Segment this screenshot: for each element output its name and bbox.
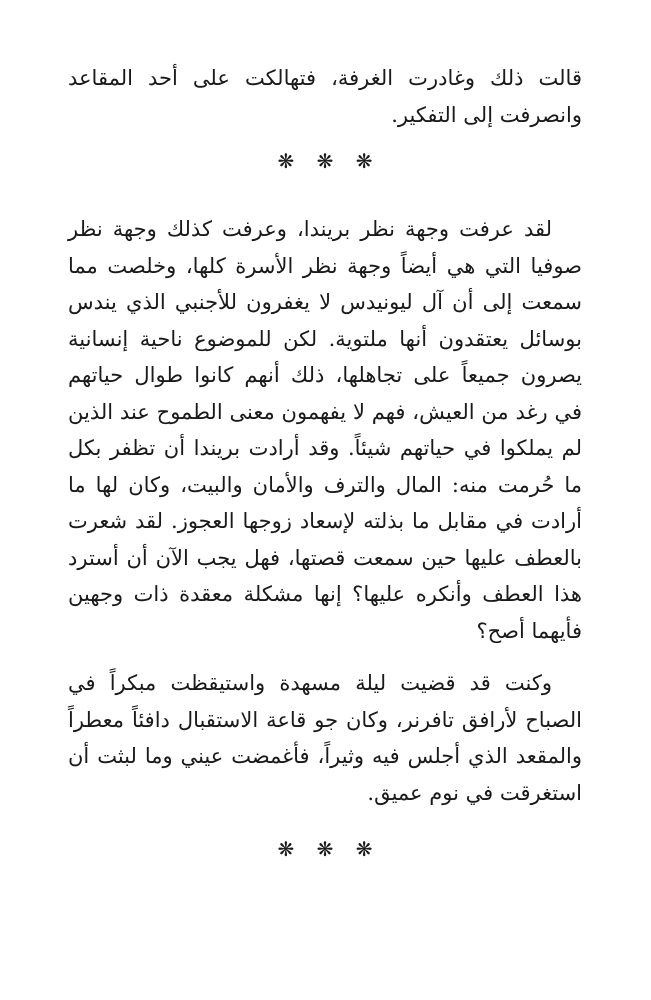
section-separator xyxy=(68,829,582,869)
text-line: سمعت إلى أن آل ليونيدس لا يغفرون للأجنبي الذي يندس xyxy=(68,290,582,314)
text-line: الصباح لأرافق تافرنر، وكان جو قاعة الاستقبال دافئاً معطراً xyxy=(68,707,582,732)
paragraph-gap xyxy=(68,649,582,665)
text-line: والمقعد الذي أجلس فيه وثيراً، فأغمضت عيني وما لبثت أن xyxy=(68,744,582,768)
section-separator xyxy=(68,141,582,181)
text-line: أرادت في مقابل ما بذلته لإسعاد زوجها العجوز. لقد شعرت xyxy=(68,509,582,533)
asterism-glyph: ❋ xyxy=(316,149,334,173)
paragraph-1 xyxy=(68,60,582,133)
text-line: بالعطف عليها حين سمعت قصتها، فهل يجب الآن أن أسترد xyxy=(68,545,582,570)
asterism-glyph: ❋ xyxy=(355,837,373,861)
text-line: قالت ذلك وغادرت الغرفة، فتهالكت على أحد المقاعد xyxy=(68,66,582,90)
text-line: لقد عرفت وجهة نظر بريندا، وعرفت كذلك وجهة نظر xyxy=(68,217,552,241)
text-line: هذا العطف وأنكره عليها؟ إنها مشكلة معقدة ذات وجهين xyxy=(68,582,582,606)
text-line: استغرقت في نوم عميق. xyxy=(367,780,582,805)
text-line: في رغد من العيش، فهم لا يفهمون معنى الطموح عند الذين xyxy=(68,399,582,424)
asterism-glyph: ❋ xyxy=(355,149,373,173)
book-page xyxy=(68,60,582,869)
text-line: صوفيا التي هي أيضاً وجهة نظر الأسرة كلها، وخلصت مما xyxy=(68,253,582,278)
paragraph-2 xyxy=(68,211,582,649)
text-line: ما حُرمت منه: المال والترف والأمان والبيت، وكان لها ما xyxy=(68,472,582,497)
text-line: يصرون جميعاً على تجاهلها، ذلك أنهم كانوا طوال حياتهم xyxy=(68,363,582,387)
asterism-glyph: ❋ xyxy=(277,149,295,173)
text-line: وكنت قد قضيت ليلة مسهدة واستيقظت مبكراً في xyxy=(68,671,552,695)
asterism-glyph: ❋ xyxy=(316,837,334,861)
asterism-glyph: ❋ xyxy=(277,837,295,861)
text-line: بوسائل يعتقدون أنها ملتوية. لكن للموضوع ناحية إنسانية xyxy=(68,326,582,351)
text-line: وانصرفت إلى التفكير. xyxy=(391,102,582,127)
paragraph-3 xyxy=(68,665,582,811)
text-line: لم يملكوا في حياتهم شيئاً. وقد أرادت بريندا أن تظفر بكل xyxy=(68,436,582,460)
text-line: فأيهما أصح؟ xyxy=(476,618,582,643)
